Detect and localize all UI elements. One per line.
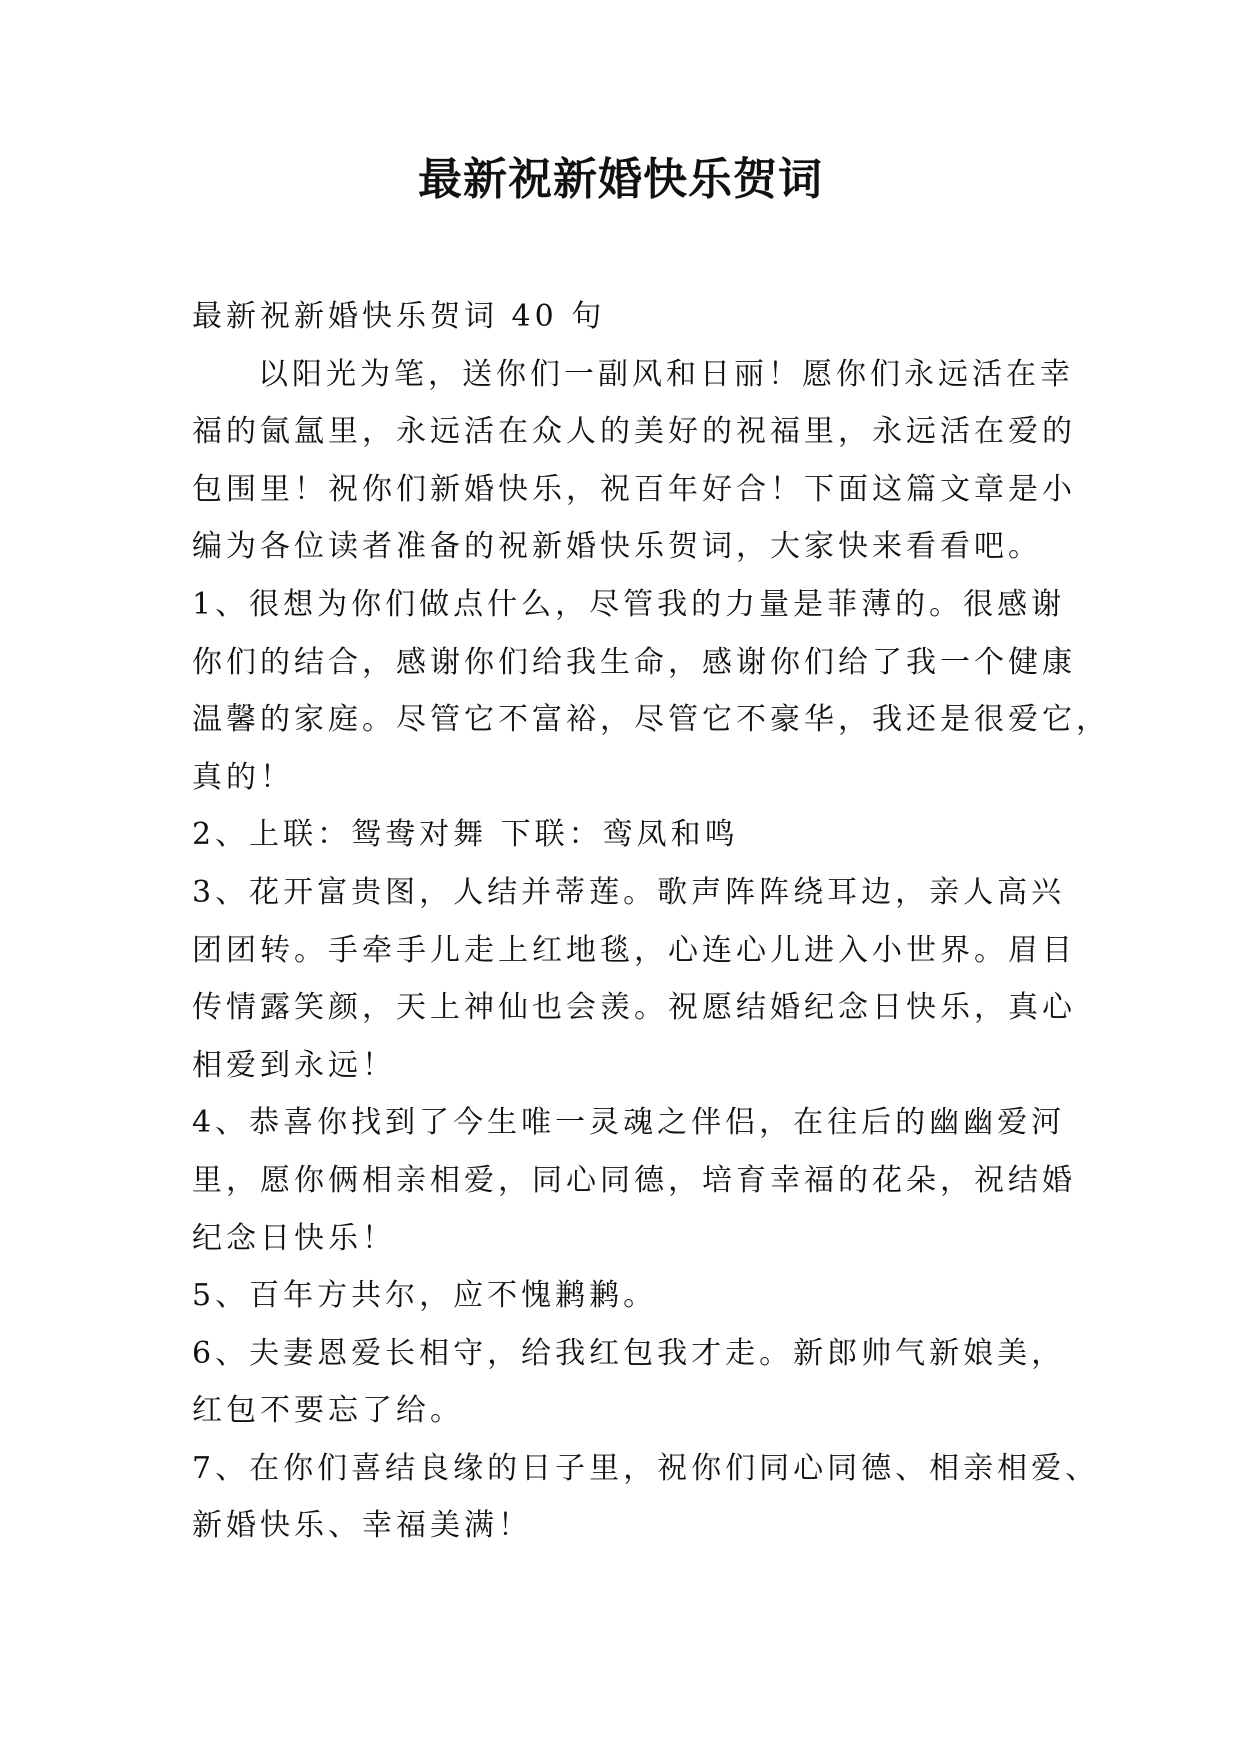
- paragraph-line: 温馨的家庭。尽管它不富裕，尽管它不豪华，我还是很爱它，: [192, 702, 1110, 738]
- intro-line: 以阳光为笔，送你们一副风和日丽！愿你们永远活在幸: [258, 356, 1074, 392]
- document-title: 最新祝新婚快乐贺词: [418, 154, 823, 205]
- document-body: [192, 288, 1110, 1555]
- paragraph-line: 团团转。手牵手儿走上红地毯，心连心儿进入小世界。眉目: [192, 932, 1076, 968]
- intro-line: 编为各位读者准备的祝新婚快乐贺词，大家快来看看吧。: [192, 529, 1042, 565]
- paragraph-line: 真的！: [192, 759, 294, 795]
- paragraph-line: 红包不要忘了给。: [192, 1393, 464, 1429]
- paragraph-line: 新婚快乐、幸福美满！: [192, 1508, 532, 1544]
- intro-line: 包围里！祝你们新婚快乐，祝百年好合！下面这篇文章是小: [192, 471, 1076, 507]
- paragraph-line: 你们的结合，感谢你们给我生命，感谢你们给了我一个健康: [192, 644, 1076, 680]
- paragraph-line: 3、花开富贵图，人结并蒂莲。歌声阵阵绕耳边，亲人高兴: [192, 874, 1066, 910]
- paragraph-line: 传情露笑颜，天上神仙也会羡。祝愿结婚纪念日快乐，真心: [192, 990, 1076, 1026]
- paragraph-line: 里，愿你俩相亲相爱，同心同德，培育幸福的花朵，祝结婚: [192, 1162, 1076, 1198]
- paragraph-line: 相爱到永远！: [192, 1047, 396, 1083]
- intro-line: 福的氤氲里，永远活在众人的美好的祝福里，永远活在爱的: [192, 414, 1076, 450]
- paragraph-line: 4、恭喜你找到了今生唯一灵魂之伴侣，在往后的幽幽爱河: [192, 1105, 1066, 1141]
- subtitle-line: 最新祝新婚快乐贺词 40 句: [192, 299, 606, 334]
- paragraph-line: 2、上联：鸳鸯对舞 下联：鸾凤和鸣: [192, 817, 739, 853]
- paragraph-line: 1、很想为你们做点什么，尽管我的力量是菲薄的。很感谢: [192, 586, 1066, 622]
- paragraph-line: 7、在你们喜结良缘的日子里，祝你们同心同德、相亲相爱、: [192, 1450, 1100, 1486]
- paragraph-line: 纪念日快乐！: [192, 1220, 396, 1256]
- paragraph-line: 5、百年方共尔，应不愧鹣鹣。: [192, 1278, 658, 1314]
- paragraph-line: 6、夫妻恩爱长相守，给我红包我才走。新郎帅气新娘美，: [192, 1335, 1066, 1371]
